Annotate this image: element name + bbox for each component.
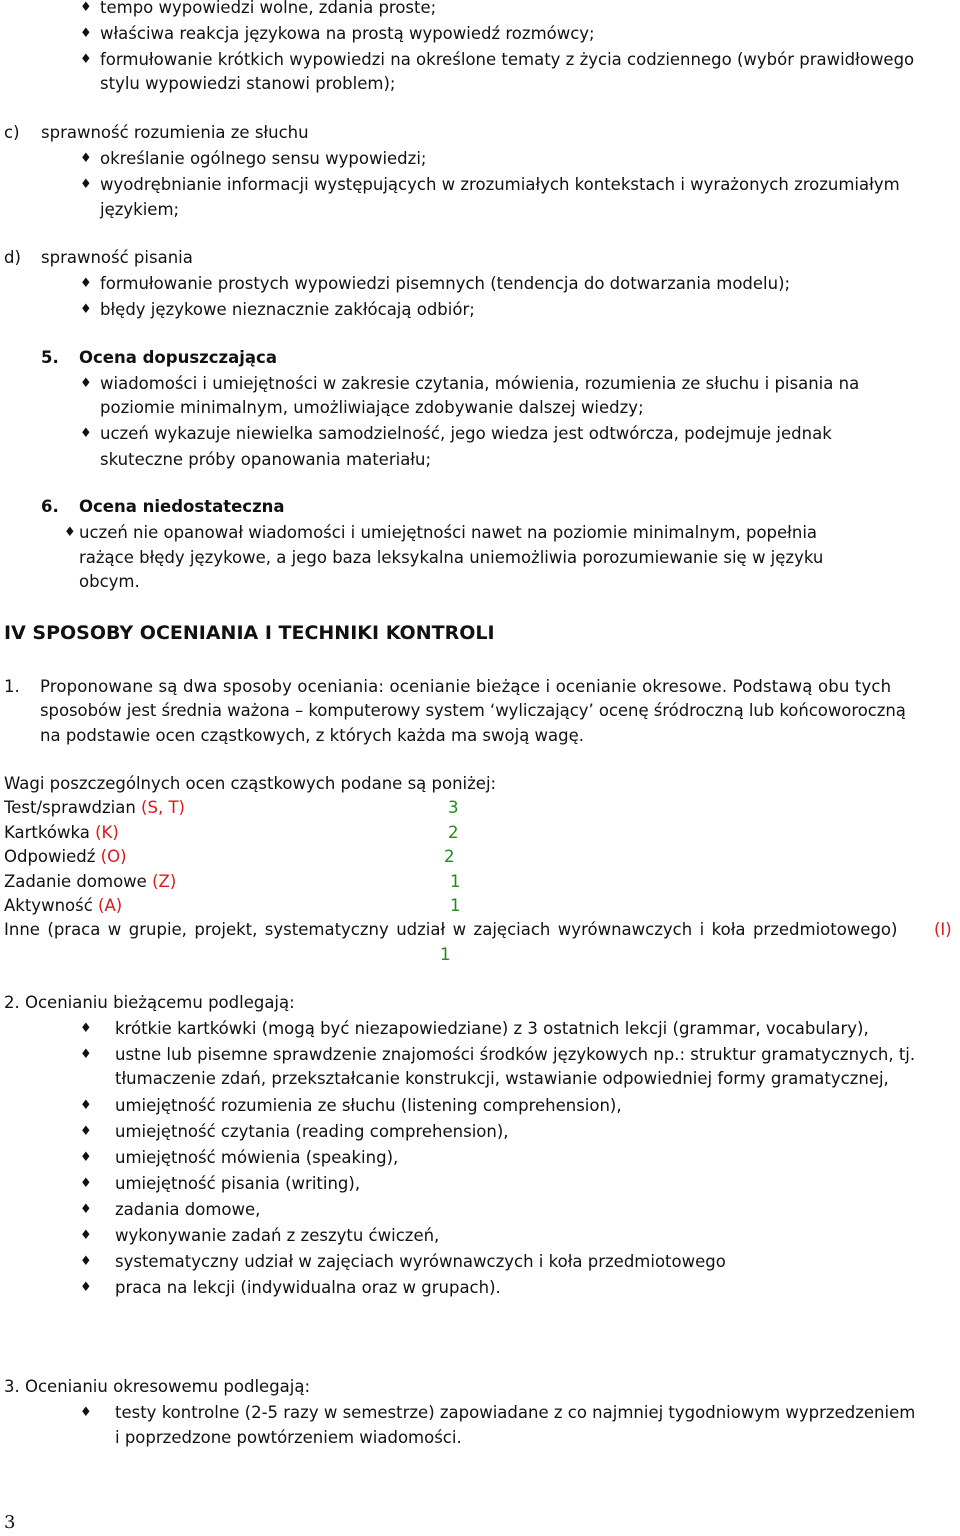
list-item: formułowanie prostych wypowiedzi pisemnych (tendencja do dotwarzania modelu); [100,274,791,293]
list-item-continuation: i poprzedzone powtórzeniem wiadomości. [115,1428,462,1447]
weight-label: Zadanie domowe [4,872,153,891]
paragraph-title: 3. Ocenianiu okresowemu podlegają: [4,1377,311,1396]
list-item: wykonywanie zadań z zeszytu ćwiczeń, [115,1226,440,1245]
section-marker: d) [4,248,21,267]
list-item: ustne lub pisemne sprawdzenie znajomości środków językowych np.: struktur gramatycznych, tj. [115,1045,916,1064]
list-item-continuation: językiem; [100,200,180,219]
list-item: umiejętność rozumienia ze słuchu (listening comprehension), [115,1096,622,1115]
bullet-icon: ♦ [80,52,92,67]
list-item-continuation: skuteczne próby opanowania materiału; [100,450,432,469]
weights-intro: Wagi poszczególnych ocen cząstkowych podane są poniżej: [4,774,497,793]
grade-title: Ocena niedostateczna [79,497,285,516]
bullet-icon: ♦ [80,1228,92,1243]
list-item: systematyczny udział w zajęciach wyrównawczych i koła przedmiotowego [115,1252,726,1271]
list-item: określanie ogólnego sensu wypowiedzi; [100,149,427,168]
paragraph-line: na podstawie ocen cząstkowych, z których każda ma swoją wagę. [40,726,585,745]
bullet-icon: ♦ [80,426,92,441]
section-title: sprawność pisania [41,248,193,267]
bullet-icon: ♦ [64,525,76,540]
weight-code: (A) [98,896,123,915]
paragraph-title: 2. Ocenianiu bieżącemu podlegają: [4,993,295,1012]
list-item: wiadomości i umiejętności w zakresie czytania, mówienia, rozumienia ze słuchu i pisania na [100,374,860,393]
grade-number: 5. [41,348,59,367]
list-item: uczeń wykazuje niewielka samodzielność, jego wiedza jest odtwórcza, podejmuje jednak [100,424,832,443]
grade-description: rażące błędy językowe, a jego baza leksykalna uniemożliwia porozumiewanie się w języku [79,548,824,567]
section-marker: c) [4,123,20,142]
bullet-icon: ♦ [80,1047,92,1062]
weight-code: (I) [934,920,952,939]
list-item-continuation: poziomie minimalnym, umożliwiające zdobywanie dalszej wiedzy; [100,398,644,417]
list-item: wyodrębnianie informacji występujących w zrozumiałych kontekstach i wyrażonych zrozumiałym [100,175,900,194]
weight-code: (O) [100,847,127,866]
grade-number: 6. [41,497,59,516]
bullet-icon: ♦ [80,1254,92,1269]
bullet-icon: ♦ [80,177,92,192]
grade-description: obcym. [79,572,140,591]
list-item: tempo wypowiedzi wolne, zdania proste; [100,0,437,17]
list-item-continuation: tłumaczenie zdań, przekształcanie konstrukcji, wstawianie odpowiedniej formy gramatycznej, [115,1069,889,1088]
weight-code: (K) [95,823,119,842]
bullet-icon: ♦ [80,1202,92,1217]
bullet-icon: ♦ [80,302,92,317]
weight-label: Odpowiedź [4,847,101,866]
list-item: praca na lekcji (indywidualna oraz w grupach). [115,1278,501,1297]
bullet-icon: ♦ [80,1021,92,1036]
weight-label: Aktywność [4,896,99,915]
weight-label: Kartkówka [4,823,96,842]
list-item: testy kontrolne (2-5 razy w semestrze) zapowiadane z co najmniej tygodniowym wyprzedzeniem [115,1403,916,1422]
grade-description: uczeń nie opanował wiadomości i umiejętności nawet na poziomie minimalnym, popełnia [79,523,818,542]
bullet-icon: ♦ [80,1124,92,1139]
bullet-icon: ♦ [80,1150,92,1165]
weight-label: Inne (praca w grupie, projekt, systematyczny udział w zajęciach wyrównawczych i koła przedmiotowego) [4,920,898,939]
list-item: umiejętność pisania (writing), [115,1174,361,1193]
bullet-icon: ♦ [80,26,92,41]
list-item: umiejętność mówienia (speaking), [115,1148,399,1167]
list-item: zadania domowe, [115,1200,261,1219]
list-item: umiejętność czytania (reading comprehension), [115,1122,509,1141]
list-item: formułowanie krótkich wypowiedzi na określone tematy z życia codziennego (wybór prawidłowego [100,50,915,69]
weight-code: (S, T) [141,798,185,817]
list-item-continuation: stylu wypowiedzi stanowi problem); [100,74,396,93]
weight-label: Test/sprawdzian [4,798,142,817]
bullet-icon: ♦ [80,0,92,15]
paragraph-line: Proponowane są dwa sposoby oceniania: ocenianie bieżące i ocenianie okresowe. Podstawą obu tych [40,677,892,696]
list-item: właściwa reakcja językowa na prostą wypowiedź rozmówcy; [100,24,595,43]
weight-value: 3 [448,798,459,817]
paragraph-number: 1. [4,677,20,696]
grade-title: Ocena dopuszczająca [79,348,277,367]
bullet-icon: ♦ [80,1405,92,1420]
weight-code: (Z) [152,872,177,891]
weight-value: 1 [450,872,461,891]
section-heading: IV SPOSOBY OCENIANIA I TECHNIKI KONTROLI [4,622,495,644]
section-title: sprawność rozumienia ze słuchu [41,123,309,142]
bullet-icon: ♦ [80,1280,92,1295]
bullet-icon: ♦ [80,1176,92,1191]
list-item: krótkie kartkówki (mogą być niezapowiedziane) z 3 ostatnich lekcji (grammar, vocabulary), [115,1019,869,1038]
weight-value: 1 [440,945,451,964]
page-number: 3 [4,1512,16,1533]
bullet-icon: ♦ [80,276,92,291]
weight-value: 1 [450,896,461,915]
bullet-icon: ♦ [80,151,92,166]
weight-value: 2 [448,823,459,842]
weight-value: 2 [444,847,455,866]
list-item: błędy językowe nieznacznie zakłócają odbiór; [100,300,475,319]
bullet-icon: ♦ [80,1098,92,1113]
paragraph-line: sposobów jest średnia ważona – komputerowy system ‘wyliczający’ ocenę śródroczną lub końcoworoczną [40,701,906,720]
bullet-icon: ♦ [80,376,92,391]
